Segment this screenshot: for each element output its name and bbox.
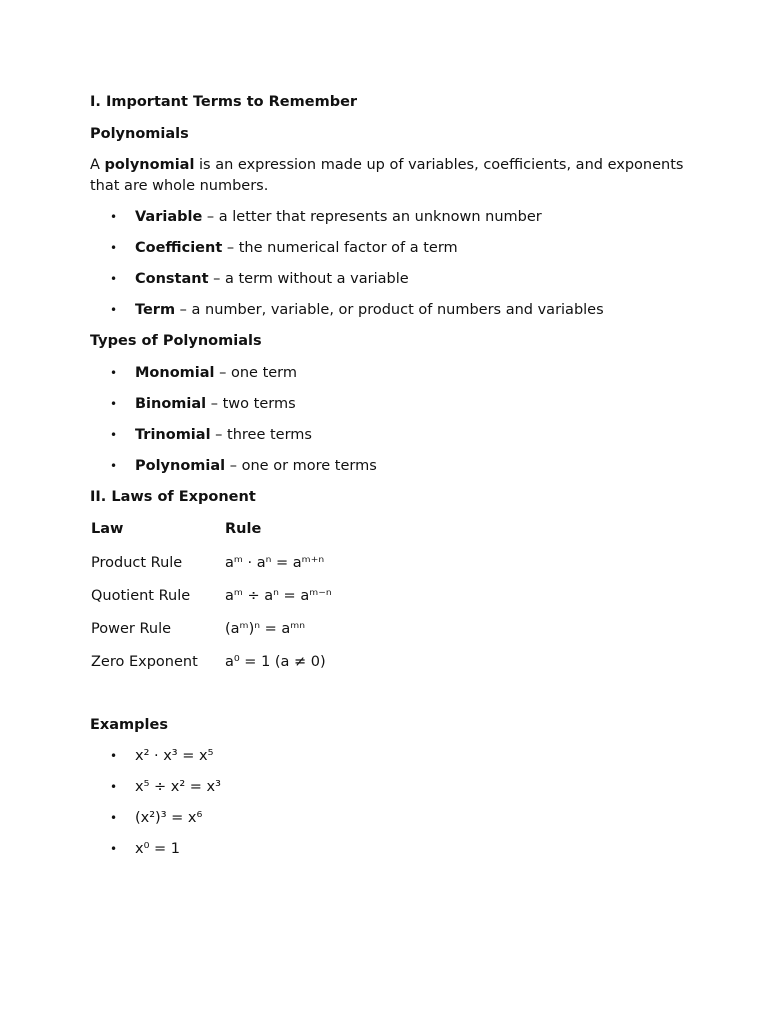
table-row [90,652,332,672]
bullet-icon: • [110,272,118,286]
term-definition: – a letter that represents an unknown number [202,209,542,225]
type-name: Polynomial [135,458,226,474]
type-definition: – one term [214,365,298,381]
examples-list [90,746,690,859]
types-heading: Types of Polynomials [90,333,262,349]
term-name: Constant [135,271,209,287]
table-header-rule: Rule [225,521,262,537]
bullet-icon: • [110,780,118,794]
definition-bold-term: polynomial [104,157,195,173]
bullet-icon: • [110,366,118,380]
list-item [90,300,690,320]
table-row [90,619,332,652]
type-definition: – one or more terms [225,458,377,474]
polynomial-definition [90,155,690,197]
table-row [90,586,332,619]
term-name: Variable [135,209,203,225]
examples-heading: Examples [90,717,168,733]
list-item [90,363,690,383]
term-name: Coefficient [135,240,223,256]
terms-list [90,207,690,320]
bullet-icon: • [110,303,118,317]
law-name: Product Rule [91,555,183,571]
example-text: x⁵ ÷ x² = x³ [135,779,221,795]
bullet-icon: • [110,842,118,856]
example-text: (x²)³ = x⁶ [135,810,203,826]
law-rule: a⁰ = 1 (a ≠ 0) [225,654,326,670]
term-definition: – a number, variable, or product of numbers and variables [175,302,604,318]
table-header-law: Law [91,521,124,537]
type-name: Binomial [135,396,207,412]
type-name: Monomial [135,365,215,381]
law-name: Zero Exponent [91,654,198,670]
document-page [90,90,690,859]
list-item [90,456,690,476]
list-item [90,238,690,258]
table-row [90,553,332,586]
types-list [90,363,690,476]
list-item [90,394,690,414]
law-rule: aᵐ · aⁿ = aᵐ⁺ⁿ [225,555,325,571]
bullet-icon: • [110,210,118,224]
list-item [90,746,690,766]
section-1-title: I. Important Terms to Remember [90,94,358,110]
laws-table [90,519,332,672]
section-2-title: II. Laws of Exponent [90,489,256,505]
list-item [90,207,690,227]
definition-prefix: A [90,157,105,173]
bullet-icon: • [110,749,118,763]
type-name: Trinomial [135,427,211,443]
definition-rest: is an expression made up of variables, coefficients, and exponents that are whole numbers. [90,157,684,194]
term-definition: – a term without a variable [208,271,409,287]
law-rule: (aᵐ)ⁿ = aᵐⁿ [225,621,306,637]
table-header-row [90,519,332,553]
list-item [90,839,690,859]
example-text: x² · x³ = x⁵ [135,748,214,764]
list-item [90,269,690,289]
polynomials-heading: Polynomials [90,126,189,142]
law-rule: aᵐ ÷ aⁿ = aᵐ⁻ⁿ [225,588,332,604]
bullet-icon: • [110,811,118,825]
bullet-icon: • [110,397,118,411]
law-name: Power Rule [91,621,172,637]
type-definition: – two terms [206,396,296,412]
term-name: Term [135,302,176,318]
example-text: x⁰ = 1 [135,841,180,857]
list-item [90,425,690,445]
term-definition: – the numerical factor of a term [222,240,458,256]
bullet-icon: • [110,241,118,255]
bullet-icon: • [110,428,118,442]
list-item [90,808,690,828]
type-definition: – three terms [210,427,312,443]
bullet-icon: • [110,459,118,473]
law-name: Quotient Rule [91,588,191,604]
list-item [90,777,690,797]
